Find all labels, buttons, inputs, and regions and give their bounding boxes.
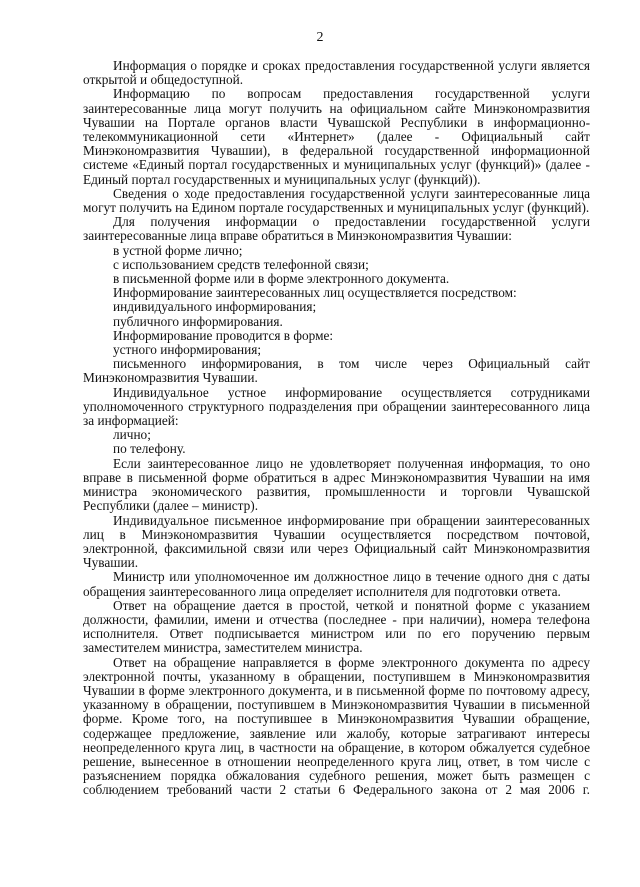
list-item: Информирование заинтересованных лиц осуществляется посредством:: [113, 285, 517, 301]
list-item: лично;: [113, 427, 151, 443]
list-item: в устной форме лично;: [113, 242, 243, 258]
paragraph: Ответ на обращение дается в простой, четкой и понятной форме с указанием должности, фамилии, имени и отчества (последнее - при наличии), номера телефона исполнителя. Ответ подписывается министром или по его поручению первым заместителем министра, заместителем министра.: [83, 597, 590, 656]
list-item: по телефону.: [113, 441, 186, 457]
list-item: Информирование проводится в форме:: [113, 327, 334, 343]
paragraph: Информацию по вопросам предоставления государственной услуги заинтересованные лица могут получить на официальном сайте Минэкономразвития Чувашии на Портале органов власти Чувашской Республики в информационно-телекоммуникационной сети «Интернет» (далее - Официальный сайт Минэкономразвития Чувашии), в федеральной государственной информационной системе «Единый портал государственных и муниципальных услуг (функций)» (далее - Единый портал государственных и муниципальных услуг (функций)).: [83, 86, 590, 187]
paragraph: Ответ на обращение направляется в форме электронного документа по адресу электронной почты, указанному в обращении, поступившем в Минэкономразвития Чувашии в форме электронного документа, и в письменной форме по почтовому адресу, указанному в обращении, поступившем в Минэкономразвития Чувашии в письменной форме. Кроме того, на поступившее в Минэкономразвития Чувашии обращение, содержащее предложение, заявление или жалобу, которые затрагивают интересы неопределенного круга лиц, в частности на обращение, в котором обжалуется судебное решение, вынесенное в отношении неопределенного круга лиц, ответ, в том числе с разъяснением порядка обжалования судебного решения, может быть размещен с соблюдением требований части 2 статьи 6 Федерального закона от 2 мая 2006 г.: [83, 654, 590, 798]
list-item: публичного информирования.: [113, 313, 283, 329]
paragraph: письменного информирования, в том числе через Официальный сайт Минэкономразвития Чувашии.: [83, 356, 590, 386]
list-item: в письменной форме или в форме электронного документа.: [113, 271, 450, 287]
paragraph: Если заинтересованное лицо не удовлетворяет полученная информация, то оно вправе в письменной форме обратиться в адрес Минэкономразвития Чувашии на имя министра экономического развития, промышленности и торговли Чувашской Республики (далее – министр).: [83, 455, 590, 514]
paragraph: Информация о порядке и сроках предоставления государственной услуги является открытой и общедоступной.: [83, 58, 590, 88]
page-number: 2: [316, 30, 324, 45]
list-item: устного информирования;: [113, 342, 262, 358]
paragraph: Сведения о ходе предоставления государственной услуги заинтересованные лица могут получить на Едином портале государственных и муниципальных услуг (функций).: [83, 185, 590, 216]
list-item: индивидуального информирования;: [113, 299, 317, 315]
paragraph: Индивидуальное устное информирование осуществляется сотрудниками уполномоченного структурного подразделения при обращении заинтересованного лица за информацией:: [83, 384, 590, 429]
paragraph: Министр или уполномоченное им должностное лицо в течение одного дня с даты обращения заинтересованного лица определяет исполнителя для подготовки ответа.: [83, 569, 590, 599]
list-item: с использованием средств телефонной связи;: [113, 256, 369, 272]
paragraph: Для получения информации о предоставлении государственной услуги заинтересованные лица вправе обратиться в Минэкономразвития Чувашии:: [83, 214, 590, 244]
paragraph: Индивидуальное письменное информирование при обращении заинтересованных лиц в Минэкономразвития Чувашии осуществляется посредством почтовой, электронной, факсимильной связи или через Официальный сайт Минэкономразвития Чувашии.: [83, 512, 590, 571]
document-body: [83, 59, 590, 798]
